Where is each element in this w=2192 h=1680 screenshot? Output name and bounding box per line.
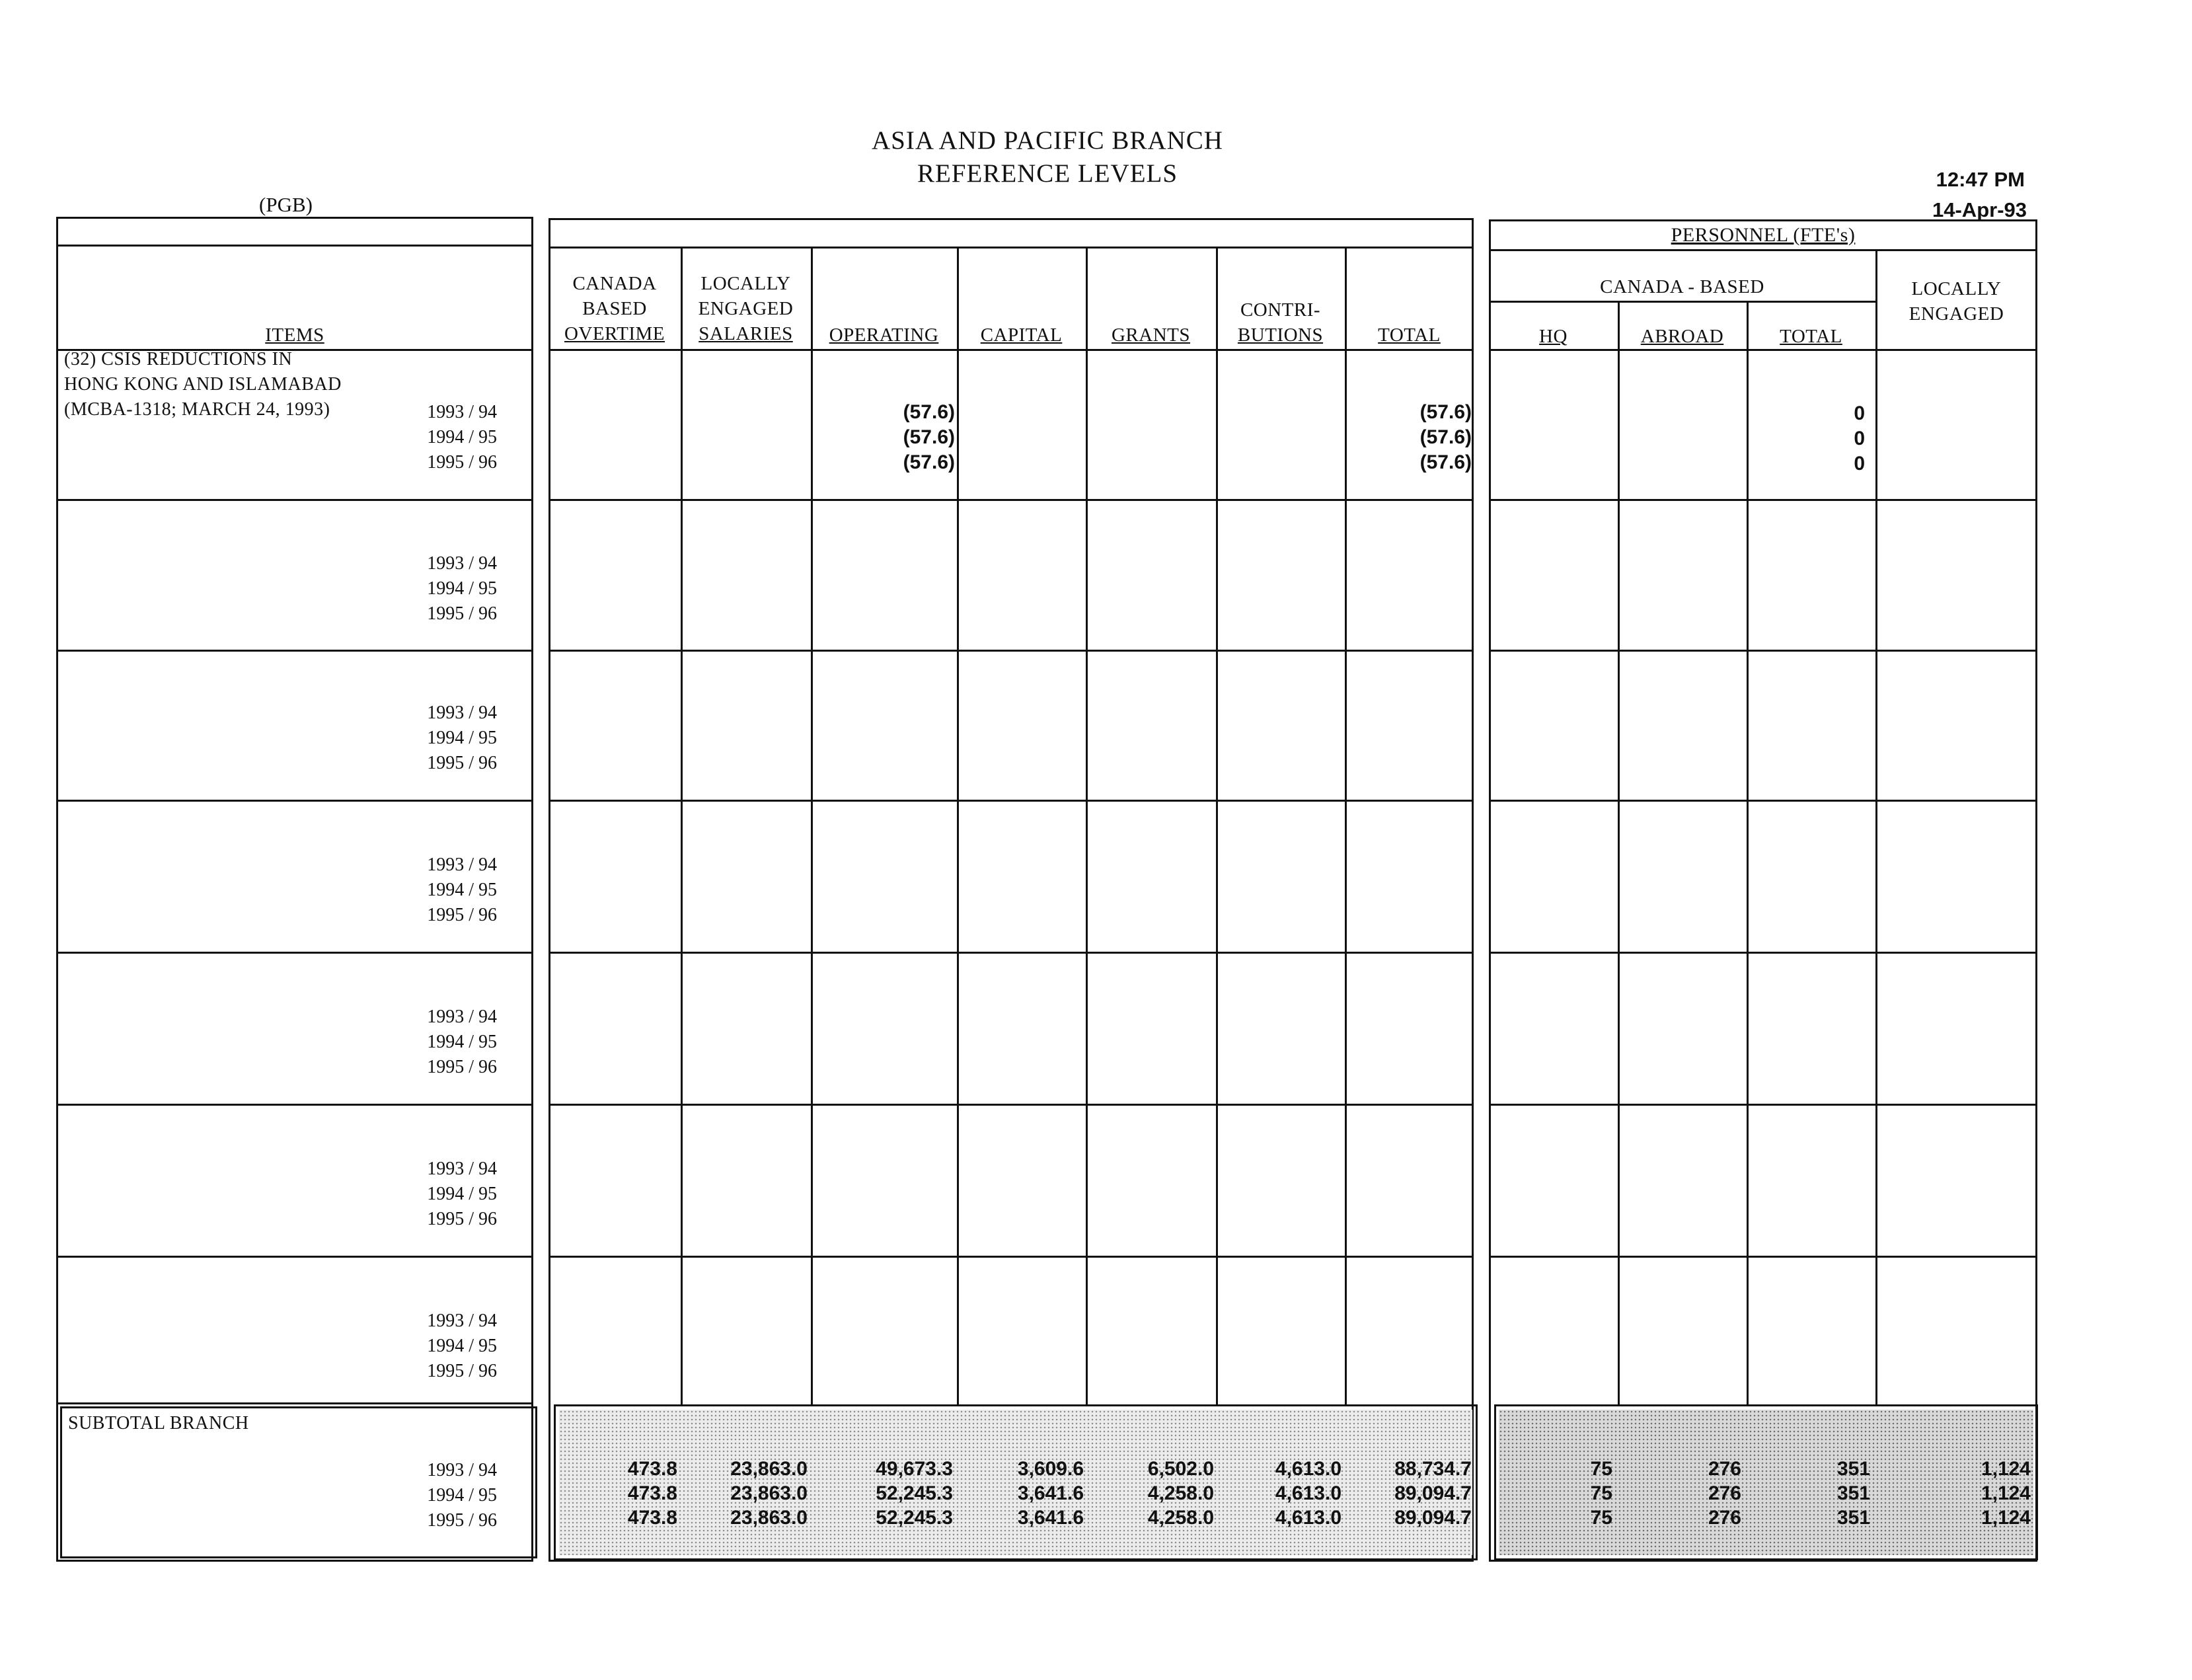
- row-divider: [548, 1256, 1474, 1258]
- col-header-locally-engaged: LOCALLY ENGAGED: [1909, 278, 2004, 325]
- subtotal-total-value: 89,094.7: [1394, 1507, 1472, 1529]
- subtotal-year-label: 1994 / 95: [427, 1485, 497, 1506]
- subtotal-abroad-value: 276: [1708, 1482, 1741, 1504]
- subtotal-salaries-value: 23,863.0: [730, 1482, 808, 1504]
- subtotal-overtime-value: 473.8: [627, 1507, 677, 1529]
- year-label: 1994 / 95: [427, 880, 497, 900]
- personnel-col-divider: [1618, 301, 1620, 1406]
- year-label: 1995 / 96: [427, 753, 497, 773]
- row-divider: [1489, 1104, 2037, 1106]
- year-label: 1994 / 95: [427, 578, 497, 599]
- col-header-personnel-total: TOTAL: [1780, 326, 1842, 347]
- subtotal-salaries-value: 23,863.0: [730, 1507, 808, 1529]
- item-32-description: (32) CSIS REDUCTIONS IN HONG KONG AND ISLAMABAD (MCBA-1318; MARCH 24, 1993): [64, 349, 342, 420]
- year-label: 1993 / 94: [427, 1159, 497, 1179]
- year-label: 1994 / 95: [427, 1336, 497, 1356]
- subtotal-hq-value: 75: [1590, 1458, 1612, 1480]
- row-divider: [56, 800, 533, 802]
- subtotal-salaries-value: 23,863.0: [730, 1458, 808, 1480]
- item-32-personnel-total-value: 0: [1854, 402, 1865, 424]
- subtotal-contributions-value: 4,613.0: [1275, 1482, 1342, 1504]
- year-label: 1993 / 94: [427, 703, 497, 723]
- item-32-total-value: (57.6): [1419, 401, 1472, 423]
- year-label: 1994 / 95: [427, 1032, 497, 1052]
- subtotal-grants-value: 4,258.0: [1147, 1482, 1214, 1504]
- subtotal-hq-value: 75: [1590, 1507, 1612, 1529]
- col-header-contributions: CONTRI- BUTIONS: [1237, 299, 1324, 346]
- col-header-canada-based: CANADA - BASED: [1600, 276, 1764, 297]
- subtotal-total-value: 89,094.7: [1394, 1482, 1472, 1504]
- row-divider: [1489, 349, 2037, 351]
- row-divider: [548, 952, 1474, 954]
- year-label: 1995 / 96: [427, 1057, 497, 1077]
- row-divider: [1489, 1256, 2037, 1258]
- amount-col-divider: [681, 247, 683, 1406]
- item-32-total-value: (57.6): [1419, 451, 1472, 473]
- year-label: 1994 / 95: [427, 427, 497, 447]
- year-label: 1993 / 94: [427, 402, 497, 422]
- subtotal-grants-value: 4,258.0: [1147, 1507, 1214, 1529]
- item-32-operating-value: (57.6): [903, 401, 955, 423]
- personnel-col-divider: [1747, 301, 1749, 1406]
- year-label: 1995 / 96: [427, 1361, 497, 1381]
- subtotal-overtime-value: 473.8: [627, 1482, 677, 1504]
- amount-col-divider: [1216, 247, 1218, 1406]
- item-32-operating-value: (57.6): [903, 451, 955, 473]
- subtotal-grants-value: 6,502.0: [1147, 1458, 1214, 1480]
- subtotal-locally-value: 1,124: [1981, 1458, 2031, 1480]
- row-divider: [548, 800, 1474, 802]
- col-header-operating: OPERATING: [829, 325, 939, 346]
- subtotal-contributions-value: 4,613.0: [1275, 1458, 1342, 1480]
- subtotal-hq-value: 75: [1590, 1482, 1612, 1504]
- row-divider: [1489, 952, 2037, 954]
- year-label: 1993 / 94: [427, 855, 497, 875]
- subtotal-ptotal-value: 351: [1836, 1507, 1870, 1529]
- subtotal-year-label: 1993 / 94: [427, 1460, 497, 1480]
- subtotal-capital-value: 3,641.6: [1017, 1482, 1084, 1504]
- personnel-col-divider: [1875, 249, 1877, 1406]
- year-label: 1993 / 94: [427, 1311, 497, 1331]
- subtotal-total-value: 88,734.7: [1394, 1458, 1472, 1480]
- subtotal-capital-value: 3,641.6: [1017, 1507, 1084, 1529]
- subtotal-locally-value: 1,124: [1981, 1482, 2031, 1504]
- col-header-items: ITEMS: [265, 325, 324, 346]
- subtotal-abroad-value: 276: [1708, 1507, 1741, 1529]
- subtotal-year-label: 1995 / 96: [427, 1510, 497, 1531]
- subtotal-abroad-value: 276: [1708, 1458, 1741, 1480]
- row-divider: [56, 952, 533, 954]
- col-header-total: TOTAL: [1378, 325, 1441, 346]
- row-divider: [1489, 499, 2037, 501]
- amount-col-divider: [957, 247, 959, 1406]
- year-label: 1994 / 95: [427, 1184, 497, 1204]
- row-divider: [56, 499, 533, 501]
- col-header-grants: GRANTS: [1111, 325, 1190, 346]
- row-divider: [56, 1104, 533, 1106]
- row-divider: [548, 499, 1474, 501]
- subtotal-locally-value: 1,124: [1981, 1507, 2031, 1529]
- year-label: 1995 / 96: [427, 452, 497, 473]
- col-header-abroad: ABROAD: [1640, 326, 1724, 347]
- subtotal-ptotal-value: 351: [1836, 1458, 1870, 1480]
- row-divider: [56, 1402, 533, 1404]
- report-title-line2: REFERENCE LEVELS: [917, 159, 1178, 188]
- subtotal-contributions-value: 4,613.0: [1275, 1507, 1342, 1529]
- col-header-personnel: PERSONNEL (FTE's): [1671, 224, 1856, 246]
- subtotal-overtime-value: 473.8: [627, 1458, 677, 1480]
- col-header-canada-based-overtime: CANADA BASED OVERTIME: [564, 273, 665, 344]
- item-32-total-value: (57.6): [1419, 426, 1472, 448]
- row-divider: [548, 349, 1474, 351]
- subtotal-capital-value: 3,609.6: [1017, 1458, 1084, 1480]
- row-divider: [56, 1256, 533, 1258]
- year-label: 1995 / 96: [427, 1209, 497, 1229]
- col-header-locally-engaged-salaries: LOCALLY ENGAGED SALARIES: [698, 273, 794, 344]
- item-32-personnel-total-value: 0: [1854, 453, 1865, 475]
- subtotal-operating-value: 52,245.3: [876, 1482, 953, 1504]
- row-divider: [1489, 650, 2037, 652]
- print-date: 14-Apr-93: [1932, 198, 2027, 221]
- row-divider: [548, 1104, 1474, 1106]
- subtotal-operating-value: 49,673.3: [876, 1458, 953, 1480]
- print-time: 12:47 PM: [1936, 168, 2025, 191]
- report-title-line1: ASIA AND PACIFIC BRANCH: [872, 126, 1223, 155]
- amount-col-divider: [811, 247, 813, 1406]
- row-divider: [1489, 800, 2037, 802]
- row-divider: [548, 650, 1474, 652]
- amount-col-divider: [1086, 247, 1088, 1406]
- subtotal-ptotal-value: 351: [1836, 1482, 1870, 1504]
- amount-col-divider: [1345, 247, 1347, 1406]
- col-header-capital: CAPITAL: [980, 325, 1063, 346]
- amounts-panel: [548, 218, 1474, 1562]
- subtotal-branch-label: SUBTOTAL BRANCH: [68, 1413, 249, 1433]
- branch-code: (PGB): [259, 193, 313, 216]
- year-label: 1993 / 94: [427, 553, 497, 574]
- year-label: 1993 / 94: [427, 1007, 497, 1027]
- item-32-operating-value: (57.6): [903, 426, 955, 448]
- year-label: 1995 / 96: [427, 905, 497, 925]
- year-label: 1995 / 96: [427, 603, 497, 624]
- subtotal-operating-value: 52,245.3: [876, 1507, 953, 1529]
- col-header-hq: HQ: [1539, 326, 1568, 347]
- row-divider: [56, 650, 533, 652]
- item-32-personnel-total-value: 0: [1854, 428, 1865, 449]
- year-label: 1994 / 95: [427, 728, 497, 748]
